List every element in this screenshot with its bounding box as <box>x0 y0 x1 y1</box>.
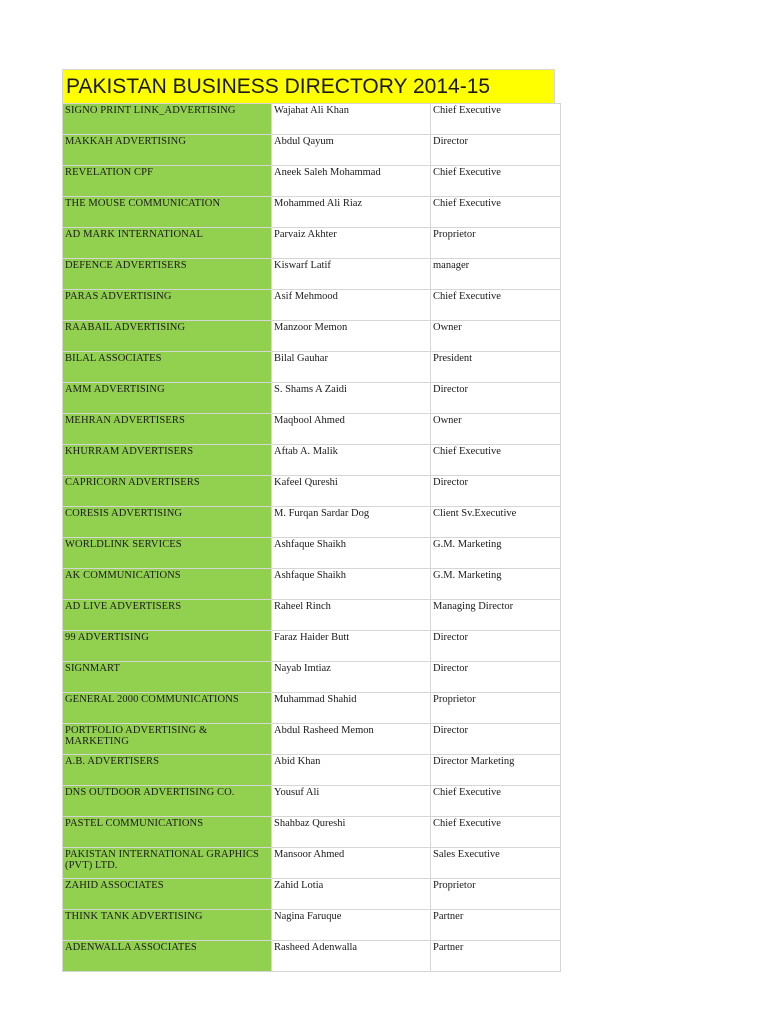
contact-name-cell[interactable]: Yousuf Ali <box>272 786 431 817</box>
company-cell[interactable]: BILAL ASSOCIATES <box>63 352 272 383</box>
company-cell[interactable]: DNS OUTDOOR ADVERTISING CO. <box>63 786 272 817</box>
company-cell[interactable]: REVELATION CPF <box>63 166 272 197</box>
designation-cell[interactable]: Managing Director <box>431 600 561 631</box>
company-cell[interactable]: PARAS ADVERTISING <box>63 290 272 321</box>
company-cell[interactable]: AK COMMUNICATIONS <box>63 569 272 600</box>
contact-name-cell[interactable]: Asif Mehmood <box>272 290 431 321</box>
contact-name-cell[interactable]: Abdul Qayum <box>272 135 431 166</box>
contact-name-cell[interactable]: Abdul Rasheed Memon <box>272 724 431 755</box>
company-cell[interactable]: CAPRICORN ADVERTISERS <box>63 476 272 507</box>
company-cell[interactable]: GENERAL 2000 COMMUNICATIONS <box>63 693 272 724</box>
contact-name-cell[interactable]: M. Furqan Sardar Dog <box>272 507 431 538</box>
table-row <box>63 259 561 290</box>
table-row <box>63 693 561 724</box>
directory-title: PAKISTAN BUSINESS DIRECTORY 2014-15 <box>62 69 555 103</box>
contact-name-cell[interactable]: Maqbool Ahmed <box>272 414 431 445</box>
table-row <box>63 197 561 228</box>
company-cell[interactable]: RAABAIL ADVERTISING <box>63 321 272 352</box>
contact-name-cell[interactable]: Abid Khan <box>272 755 431 786</box>
designation-cell[interactable]: manager <box>431 259 561 290</box>
company-cell[interactable]: 99 ADVERTISING <box>63 631 272 662</box>
table-row <box>63 662 561 693</box>
designation-cell[interactable]: Chief Executive <box>431 197 561 228</box>
contact-name-cell[interactable]: Nagina Faruque <box>272 910 431 941</box>
contact-name-cell[interactable]: S. Shams A Zaidi <box>272 383 431 414</box>
company-cell[interactable]: WORLDLINK SERVICES <box>63 538 272 569</box>
contact-name-cell[interactable]: Faraz Haider Butt <box>272 631 431 662</box>
company-cell[interactable]: PORTFOLIO ADVERTISING & MARKETING <box>63 724 272 755</box>
company-cell[interactable]: AD MARK INTERNATIONAL <box>63 228 272 259</box>
company-cell[interactable]: AMM ADVERTISING <box>63 383 272 414</box>
table-row <box>63 290 561 321</box>
designation-cell[interactable]: Chief Executive <box>431 104 561 135</box>
designation-cell[interactable]: Director Marketing <box>431 755 561 786</box>
designation-cell[interactable]: Proprietor <box>431 228 561 259</box>
designation-cell[interactable]: Director <box>431 476 561 507</box>
table-row <box>63 755 561 786</box>
table-row <box>63 445 561 476</box>
designation-cell[interactable]: Director <box>431 135 561 166</box>
company-cell[interactable]: ZAHID ASSOCIATES <box>63 879 272 910</box>
company-cell[interactable]: AD LIVE ADVERTISERS <box>63 600 272 631</box>
company-cell[interactable]: MAKKAH ADVERTISING <box>63 135 272 166</box>
table-row <box>63 817 561 848</box>
table-row <box>63 321 561 352</box>
contact-name-cell[interactable]: Mohammed Ali Riaz <box>272 197 431 228</box>
designation-cell[interactable]: Director <box>431 383 561 414</box>
designation-cell[interactable]: G.M. Marketing <box>431 538 561 569</box>
designation-cell[interactable]: Owner <box>431 414 561 445</box>
table-row <box>63 724 561 755</box>
company-cell[interactable]: CORESIS ADVERTISING <box>63 507 272 538</box>
table-row <box>63 631 561 662</box>
table-row <box>63 414 561 445</box>
contact-name-cell[interactable]: Aneek Saleh Mohammad <box>272 166 431 197</box>
contact-name-cell[interactable]: Mansoor Ahmed <box>272 848 431 879</box>
contact-name-cell[interactable]: Kafeel Qureshi <box>272 476 431 507</box>
contact-name-cell[interactable]: Nayab Imtiaz <box>272 662 431 693</box>
designation-cell[interactable]: Client Sv.Executive <box>431 507 561 538</box>
contact-name-cell[interactable]: Bilal Gauhar <box>272 352 431 383</box>
table-row <box>63 848 561 879</box>
contact-name-cell[interactable]: Ashfaque Shaikh <box>272 569 431 600</box>
designation-cell[interactable]: Director <box>431 662 561 693</box>
contact-name-cell[interactable]: Muhammad Shahid <box>272 693 431 724</box>
designation-cell[interactable]: Proprietor <box>431 879 561 910</box>
contact-name-cell[interactable]: Raheel Rinch <box>272 600 431 631</box>
table-row <box>63 228 561 259</box>
table-row <box>63 910 561 941</box>
contact-name-cell[interactable]: Wajahat Ali Khan <box>272 104 431 135</box>
table-row <box>63 879 561 910</box>
table-row <box>63 383 561 414</box>
contact-name-cell[interactable]: Parvaiz Akhter <box>272 228 431 259</box>
company-cell[interactable]: A.B. ADVERTISERS <box>63 755 272 786</box>
designation-cell[interactable]: Partner <box>431 941 561 972</box>
designation-cell[interactable]: Partner <box>431 910 561 941</box>
designation-cell[interactable]: Director <box>431 724 561 755</box>
company-cell[interactable]: PAKISTAN INTERNATIONAL GRAPHICS (PVT) LTD. <box>63 848 272 879</box>
table-row <box>63 786 561 817</box>
designation-cell[interactable]: Chief Executive <box>431 817 561 848</box>
table-row <box>63 569 561 600</box>
designation-cell[interactable]: Director <box>431 631 561 662</box>
contact-name-cell[interactable]: Aftab A. Malik <box>272 445 431 476</box>
designation-cell[interactable]: Owner <box>431 321 561 352</box>
table-row <box>63 166 561 197</box>
designation-cell[interactable]: Sales Executive <box>431 848 561 879</box>
contact-name-cell[interactable]: Shahbaz Qureshi <box>272 817 431 848</box>
table-row <box>63 600 561 631</box>
directory-table <box>62 103 561 972</box>
designation-cell[interactable]: Chief Executive <box>431 445 561 476</box>
company-cell[interactable]: KHURRAM ADVERTISERS <box>63 445 272 476</box>
designation-cell[interactable]: Chief Executive <box>431 786 561 817</box>
designation-cell[interactable]: Proprietor <box>431 693 561 724</box>
company-cell[interactable]: THINK TANK ADVERTISING <box>63 910 272 941</box>
table-row <box>63 538 561 569</box>
contact-name-cell[interactable]: Rasheed Adenwalla <box>272 941 431 972</box>
company-cell[interactable]: PASTEL COMMUNICATIONS <box>63 817 272 848</box>
spreadsheet <box>62 69 555 972</box>
company-cell[interactable]: SIGNMART <box>63 662 272 693</box>
company-cell[interactable]: SIGNO PRINT LINK_ADVERTISING <box>63 104 272 135</box>
table-row <box>63 476 561 507</box>
contact-name-cell[interactable]: Manzoor Memon <box>272 321 431 352</box>
company-cell[interactable]: DEFENCE ADVERTISERS <box>63 259 272 290</box>
contact-name-cell[interactable]: Zahid Lotia <box>272 879 431 910</box>
contact-name-cell[interactable]: Ashfaque Shaikh <box>272 538 431 569</box>
table-row <box>63 135 561 166</box>
company-cell[interactable]: MEHRAN ADVERTISERS <box>63 414 272 445</box>
company-cell[interactable]: ADENWALLA ASSOCIATES <box>63 941 272 972</box>
table-row <box>63 941 561 972</box>
company-cell[interactable]: THE MOUSE COMMUNICATION <box>63 197 272 228</box>
designation-cell[interactable]: Chief Executive <box>431 166 561 197</box>
designation-cell[interactable]: Chief Executive <box>431 290 561 321</box>
table-row <box>63 352 561 383</box>
designation-cell[interactable]: G.M. Marketing <box>431 569 561 600</box>
table-row <box>63 507 561 538</box>
directory-rows <box>63 104 561 972</box>
contact-name-cell[interactable]: Kiswarf Latif <box>272 259 431 290</box>
table-row <box>63 104 561 135</box>
designation-cell[interactable]: President <box>431 352 561 383</box>
